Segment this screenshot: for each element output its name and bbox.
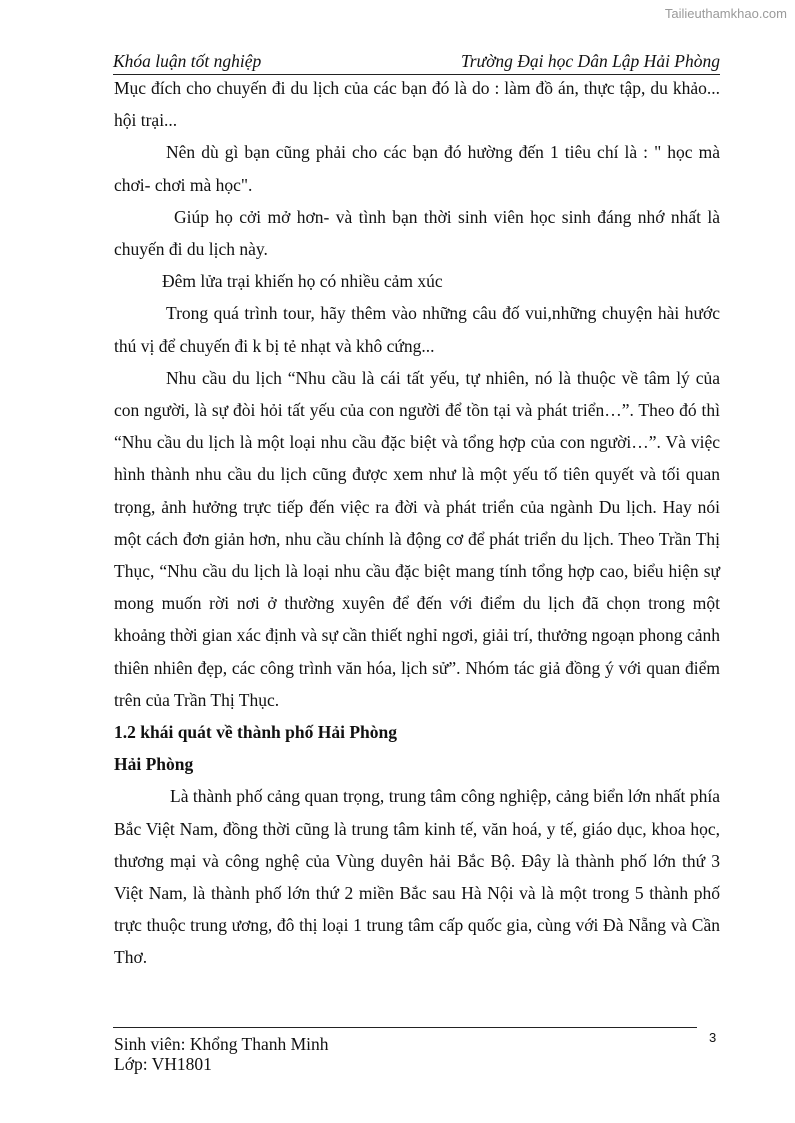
document-body bbox=[114, 72, 720, 974]
page-number: 3 bbox=[709, 1030, 717, 1045]
footer-class: Lớp: VH1801 bbox=[114, 1054, 212, 1074]
watermark: Tailieuthamkhao.com bbox=[664, 6, 787, 21]
paragraph: Nên dù gì bạn cũng phải cho các bạn đó hường đến 1 tiêu chí là : " học mà chơi- chơi mà học". bbox=[114, 142, 720, 195]
footer-student: Sinh viên: Khổng Thanh Minh bbox=[114, 1034, 329, 1054]
header-university: Trường Đại học Dân Lập Hải Phòng bbox=[460, 51, 720, 71]
header-thesis-label: Khóa luận tốt nghiệp bbox=[113, 51, 262, 71]
page-footer bbox=[114, 1034, 329, 1074]
subsection-heading: Hải Phòng bbox=[114, 754, 194, 775]
paragraph: Là thành phố cảng quan trọng, trung tâm công nghiệp, cảng biển lớn nhất phía Bắc Việt Nam, đồng thời cũng là trung tâm kinh tế, văn hoá, y tế, giáo dục, khoa học, thương mại và công nghệ của Vùng duyên hải Bắc Bộ. Đây là thành phố lớn thứ 3 Việt Nam, là thành phố lớn thứ 2 miền Bắc sau Hà Nội và là một trong 5 thành phố trực thuộc trung ương, đô thị loại 1 trung tâm cấp quốc gia, cùng với Đà Nẵng và Cần Thơ. bbox=[114, 786, 720, 968]
paragraph: Mục đích cho chuyến đi du lịch của các bạn đó là do : làm đồ án, thực tập, du khảo... hội trại... bbox=[114, 78, 720, 131]
paragraph: Giúp họ cởi mở hơn- và tình bạn thời sinh viên học sinh đáng nhớ nhất là chuyến đi du lịch này. bbox=[114, 206, 720, 260]
footer-divider bbox=[113, 1027, 697, 1028]
paragraph: Trong quá trình tour, hãy thêm vào những câu đố vui,những chuyện hài hước thú vị để chuyến đi k bị tẻ nhạt và khô cứng... bbox=[114, 303, 720, 356]
paragraph: Nhu cầu du lịch “Nhu cầu là cái tất yếu, tự nhiên, nó là thuộc về tâm lý của con người, là sự đòi hỏi tất yếu của con người để tồn tại và phát triển…”. Theo đó thì “Nhu cầu du lịch là một loại nhu cầu đặc biệt và tổng hợp của con người…”. Và việc hình thành nhu cầu du lịch cũng được xem như là một yếu tố tiên quyết và tối quan trọng, ảnh hưởng trực tiếp đến việc ra đời và phát triển của ngành Du lịch. Hay nói một cách đơn giản hơn, nhu cầu chính là động cơ để phát triển du lịch. Theo Trần Thị Thục, “Nhu cầu du lịch là loại nhu cầu đặc biệt mang tính tổng hợp cao, biểu hiện sự mong muốn rời nơi ở thường xuyên để đến với điểm du lịch đã chọn trong một khoảng thời gian xác định và sự cần thiết nghỉ ngơi, giải trí, thưởng ngoạn phong cảnh thiên nhiên đẹp, các công trình văn hóa, lịch sử”. Nhóm tác giả đồng ý với quan điểm trên của Trần Thị Thục. bbox=[114, 367, 720, 710]
section-heading: 1.2 khái quát về thành phố Hải Phòng bbox=[114, 722, 398, 743]
paragraph: Đêm lửa trại khiến họ có nhiều cảm xúc bbox=[162, 271, 443, 292]
